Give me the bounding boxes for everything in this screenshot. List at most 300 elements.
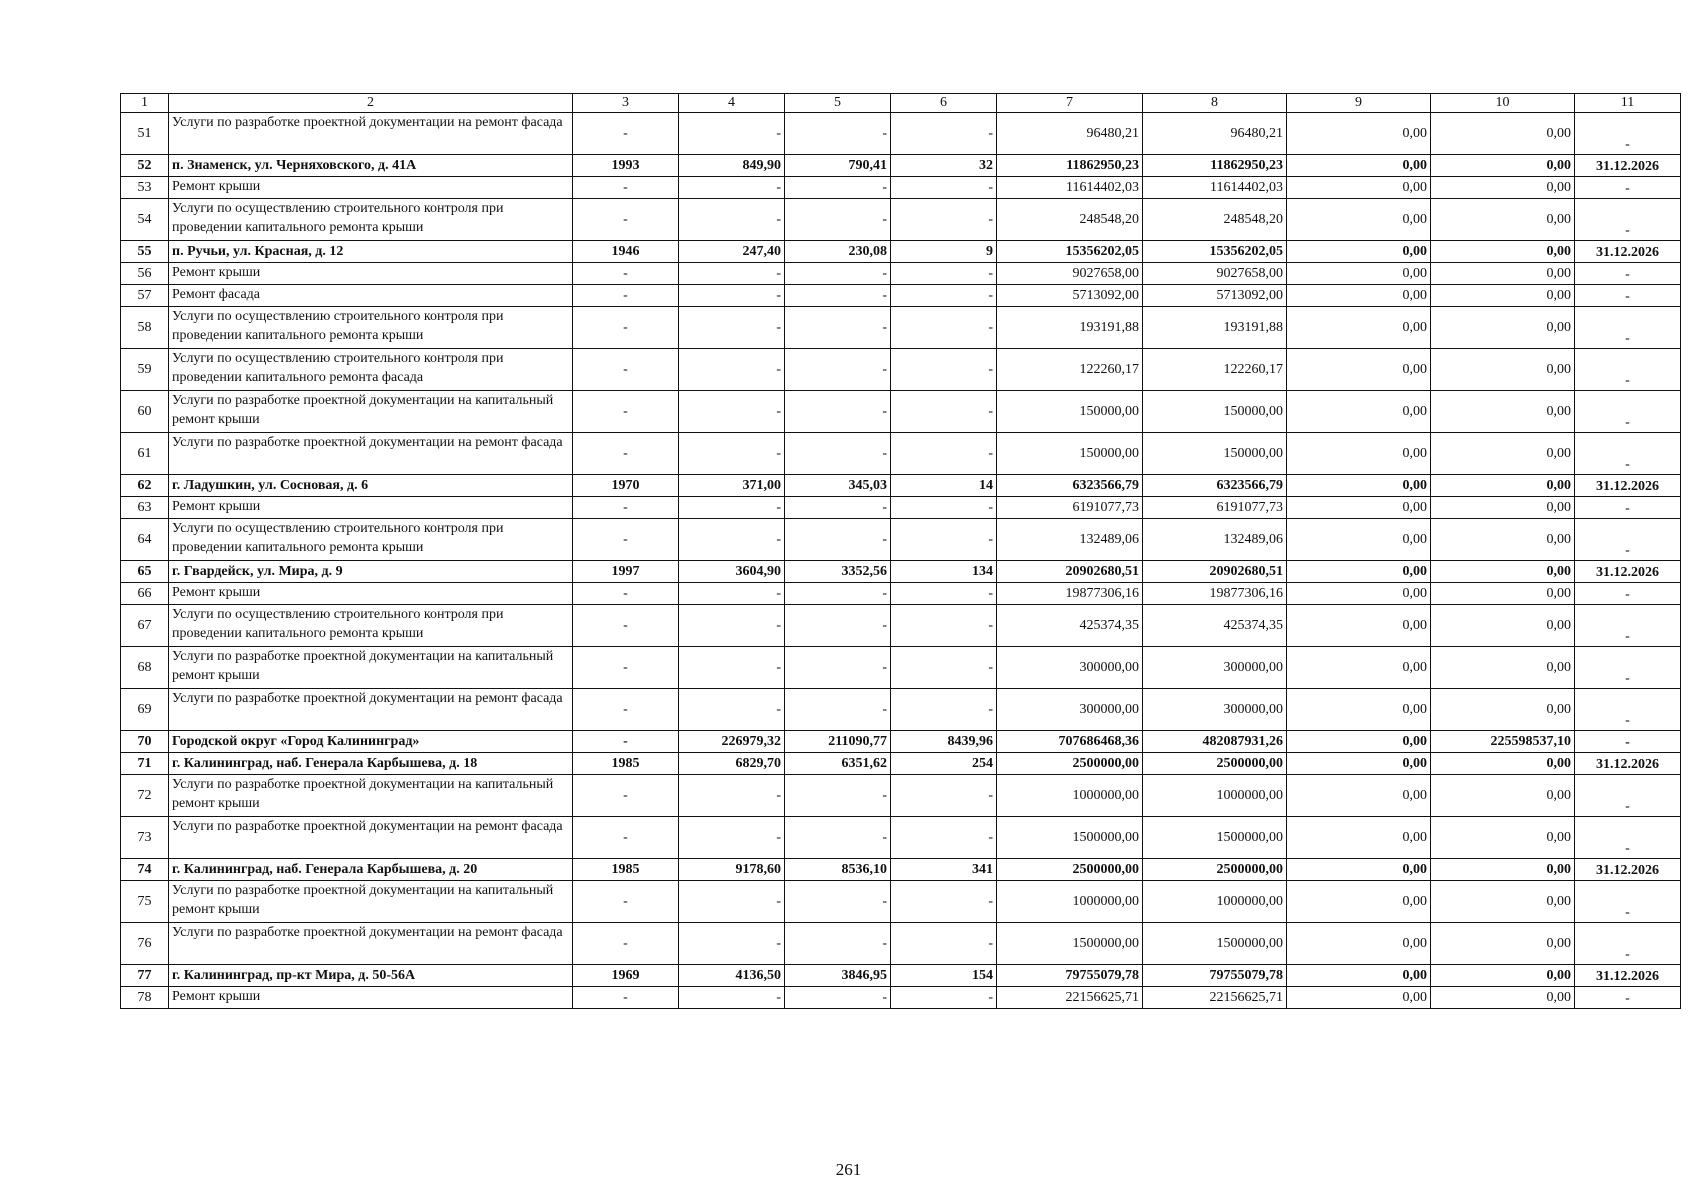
deadline-cell: -	[1575, 881, 1681, 923]
year-cell: -	[573, 689, 679, 731]
area-total-cell: -	[679, 817, 785, 859]
row-number: 72	[121, 775, 169, 817]
row-number: 53	[121, 177, 169, 199]
owner-cost-cell: 0,00	[1431, 263, 1575, 285]
row-number: 64	[121, 519, 169, 561]
fund-cost-cell: 96480,21	[1143, 113, 1287, 155]
deadline-cell: 31.12.2026	[1575, 753, 1681, 775]
total-cost-cell: 5713092,00	[997, 285, 1143, 307]
year-cell: -	[573, 199, 679, 241]
owner-cost-cell: 0,00	[1431, 497, 1575, 519]
area-living-cell: -	[785, 177, 891, 199]
year-cell: -	[573, 285, 679, 307]
area-total-cell: -	[679, 349, 785, 391]
residents-cell: -	[891, 775, 997, 817]
fund-cost-cell: 482087931,26	[1143, 731, 1287, 753]
residents-cell: -	[891, 349, 997, 391]
owner-cost-cell: 0,00	[1431, 689, 1575, 731]
total-cost-cell: 707686468,36	[997, 731, 1143, 753]
table-row	[121, 433, 1681, 475]
table-row	[121, 307, 1681, 349]
area-total-cell: -	[679, 583, 785, 605]
row-name: Услуги по осуществлению строительного контроля при проведении капитального ремонта фасада	[169, 349, 573, 391]
fund-cost-cell: 193191,88	[1143, 307, 1287, 349]
area-total-cell: -	[679, 497, 785, 519]
area-total-cell: 3604,90	[679, 561, 785, 583]
row-number: 65	[121, 561, 169, 583]
year-cell: 1970	[573, 475, 679, 497]
total-cost-cell: 20902680,51	[997, 561, 1143, 583]
total-cost-cell: 150000,00	[997, 433, 1143, 475]
year-cell: -	[573, 923, 679, 965]
fund-cost-cell: 1000000,00	[1143, 881, 1287, 923]
table-row	[121, 199, 1681, 241]
total-cost-cell: 22156625,71	[997, 987, 1143, 1009]
budget-cost-cell: 0,00	[1287, 349, 1431, 391]
deadline-cell: -	[1575, 689, 1681, 731]
table-row	[121, 113, 1681, 155]
area-total-cell: -	[679, 647, 785, 689]
fund-cost-cell: 150000,00	[1143, 433, 1287, 475]
fund-cost-cell: 150000,00	[1143, 391, 1287, 433]
table-row	[121, 753, 1681, 775]
residents-cell: -	[891, 881, 997, 923]
year-cell: -	[573, 583, 679, 605]
area-living-cell: 230,08	[785, 241, 891, 263]
table-row	[121, 155, 1681, 177]
row-number: 60	[121, 391, 169, 433]
row-name: Услуги по осуществлению строительного контроля при проведении капитального ремонта крыши	[169, 519, 573, 561]
budget-cost-cell: 0,00	[1287, 647, 1431, 689]
total-cost-cell: 2500000,00	[997, 753, 1143, 775]
owner-cost-cell: 0,00	[1431, 923, 1575, 965]
table-row	[121, 497, 1681, 519]
area-total-cell: -	[679, 987, 785, 1009]
total-cost-cell: 15356202,05	[997, 241, 1143, 263]
table-row	[121, 177, 1681, 199]
area-living-cell: 790,41	[785, 155, 891, 177]
owner-cost-cell: 0,00	[1431, 583, 1575, 605]
total-cost-cell: 300000,00	[997, 647, 1143, 689]
area-total-cell: -	[679, 263, 785, 285]
area-total-cell: -	[679, 177, 785, 199]
column-header-8: 8	[1143, 94, 1287, 113]
residents-cell: -	[891, 923, 997, 965]
area-total-cell: -	[679, 307, 785, 349]
residents-cell: 254	[891, 753, 997, 775]
year-cell: -	[573, 775, 679, 817]
year-cell: -	[573, 113, 679, 155]
row-number: 73	[121, 817, 169, 859]
row-number: 52	[121, 155, 169, 177]
deadline-cell: -	[1575, 519, 1681, 561]
row-name: Ремонт крыши	[169, 177, 573, 199]
row-name: Услуги по разработке проектной документации на ремонт фасада	[169, 689, 573, 731]
column-header-2: 2	[169, 94, 573, 113]
owner-cost-cell: 0,00	[1431, 647, 1575, 689]
fund-cost-cell: 1000000,00	[1143, 775, 1287, 817]
column-header-7: 7	[997, 94, 1143, 113]
fund-cost-cell: 79755079,78	[1143, 965, 1287, 987]
owner-cost-cell: 0,00	[1431, 285, 1575, 307]
row-number: 70	[121, 731, 169, 753]
row-number: 58	[121, 307, 169, 349]
table-row	[121, 285, 1681, 307]
table-body	[121, 113, 1681, 1009]
year-cell: -	[573, 987, 679, 1009]
table-row	[121, 349, 1681, 391]
total-cost-cell: 9027658,00	[997, 263, 1143, 285]
residents-cell: -	[891, 987, 997, 1009]
total-cost-cell: 193191,88	[997, 307, 1143, 349]
area-total-cell: -	[679, 923, 785, 965]
fund-cost-cell: 248548,20	[1143, 199, 1287, 241]
row-name: г. Калининград, пр-кт Мира, д. 50-56А	[169, 965, 573, 987]
area-living-cell: -	[785, 285, 891, 307]
row-name: Услуги по осуществлению строительного контроля при проведении капитального ремонта крыши	[169, 605, 573, 647]
budget-cost-cell: 0,00	[1287, 583, 1431, 605]
table-row	[121, 923, 1681, 965]
row-name: Ремонт крыши	[169, 583, 573, 605]
residents-cell: -	[891, 285, 997, 307]
fund-cost-cell: 2500000,00	[1143, 859, 1287, 881]
row-number: 67	[121, 605, 169, 647]
row-number: 62	[121, 475, 169, 497]
year-cell: -	[573, 731, 679, 753]
table-row	[121, 561, 1681, 583]
area-total-cell: -	[679, 391, 785, 433]
column-header-5: 5	[785, 94, 891, 113]
fund-cost-cell: 2500000,00	[1143, 753, 1287, 775]
column-header-9: 9	[1287, 94, 1431, 113]
year-cell: 1946	[573, 241, 679, 263]
residents-cell: -	[891, 817, 997, 859]
table-row	[121, 987, 1681, 1009]
area-living-cell: -	[785, 349, 891, 391]
total-cost-cell: 79755079,78	[997, 965, 1143, 987]
residents-cell: -	[891, 605, 997, 647]
area-living-cell: -	[785, 433, 891, 475]
area-total-cell: 371,00	[679, 475, 785, 497]
deadline-cell: -	[1575, 497, 1681, 519]
owner-cost-cell: 0,00	[1431, 307, 1575, 349]
area-total-cell: -	[679, 605, 785, 647]
row-name: г. Калининград, наб. Генерала Карбышева, д. 18	[169, 753, 573, 775]
total-cost-cell: 300000,00	[997, 689, 1143, 731]
total-cost-cell: 2500000,00	[997, 859, 1143, 881]
budget-cost-cell: 0,00	[1287, 775, 1431, 817]
owner-cost-cell: 0,00	[1431, 605, 1575, 647]
residents-cell: -	[891, 497, 997, 519]
row-name: Услуги по разработке проектной документации на капитальный ремонт крыши	[169, 775, 573, 817]
budget-cost-cell: 0,00	[1287, 965, 1431, 987]
residents-cell: -	[891, 177, 997, 199]
deadline-cell: 31.12.2026	[1575, 155, 1681, 177]
area-total-cell: 226979,32	[679, 731, 785, 753]
budget-cost-cell: 0,00	[1287, 433, 1431, 475]
budget-cost-cell: 0,00	[1287, 199, 1431, 241]
budget-cost-cell: 0,00	[1287, 155, 1431, 177]
table-row	[121, 881, 1681, 923]
column-header-11: 11	[1575, 94, 1681, 113]
deadline-cell: -	[1575, 349, 1681, 391]
table-row	[121, 475, 1681, 497]
year-cell: -	[573, 881, 679, 923]
fund-cost-cell: 6323566,79	[1143, 475, 1287, 497]
total-cost-cell: 425374,35	[997, 605, 1143, 647]
owner-cost-cell: 0,00	[1431, 433, 1575, 475]
owner-cost-cell: 225598537,10	[1431, 731, 1575, 753]
budget-cost-cell: 0,00	[1287, 859, 1431, 881]
owner-cost-cell: 0,00	[1431, 155, 1575, 177]
residents-cell: -	[891, 307, 997, 349]
residents-cell: -	[891, 199, 997, 241]
area-total-cell: -	[679, 199, 785, 241]
row-number: 55	[121, 241, 169, 263]
fund-cost-cell: 20902680,51	[1143, 561, 1287, 583]
row-name: п. Знаменск, ул. Черняховского, д. 41А	[169, 155, 573, 177]
area-total-cell: -	[679, 433, 785, 475]
fund-cost-cell: 15356202,05	[1143, 241, 1287, 263]
deadline-cell: -	[1575, 731, 1681, 753]
row-name: Услуги по разработке проектной документации на ремонт фасада	[169, 817, 573, 859]
total-cost-cell: 6191077,73	[997, 497, 1143, 519]
deadline-cell: -	[1575, 987, 1681, 1009]
fund-cost-cell: 1500000,00	[1143, 923, 1287, 965]
year-cell: -	[573, 391, 679, 433]
residents-cell: -	[891, 583, 997, 605]
deadline-cell: -	[1575, 177, 1681, 199]
total-cost-cell: 6323566,79	[997, 475, 1143, 497]
row-number: 56	[121, 263, 169, 285]
table-row	[121, 263, 1681, 285]
owner-cost-cell: 0,00	[1431, 859, 1575, 881]
total-cost-cell: 122260,17	[997, 349, 1143, 391]
deadline-cell: -	[1575, 647, 1681, 689]
residents-cell: 14	[891, 475, 997, 497]
budget-cost-cell: 0,00	[1287, 987, 1431, 1009]
table-row	[121, 689, 1681, 731]
deadline-cell: -	[1575, 263, 1681, 285]
table-row	[121, 817, 1681, 859]
residents-cell: -	[891, 113, 997, 155]
owner-cost-cell: 0,00	[1431, 113, 1575, 155]
area-living-cell: -	[785, 775, 891, 817]
year-cell: 1985	[573, 859, 679, 881]
page-number: 261	[835, 1160, 862, 1179]
row-number: 69	[121, 689, 169, 731]
total-cost-cell: 1500000,00	[997, 923, 1143, 965]
row-number: 66	[121, 583, 169, 605]
row-name: г. Калининград, наб. Генерала Карбышева, д. 20	[169, 859, 573, 881]
row-number: 68	[121, 647, 169, 689]
area-living-cell: 3846,95	[785, 965, 891, 987]
owner-cost-cell: 0,00	[1431, 881, 1575, 923]
total-cost-cell: 248548,20	[997, 199, 1143, 241]
area-living-cell: -	[785, 689, 891, 731]
total-cost-cell: 1000000,00	[997, 775, 1143, 817]
area-living-cell: -	[785, 647, 891, 689]
area-total-cell: -	[679, 285, 785, 307]
table-row	[121, 519, 1681, 561]
budget-cost-cell: 0,00	[1287, 605, 1431, 647]
fund-cost-cell: 132489,06	[1143, 519, 1287, 561]
area-living-cell: -	[785, 497, 891, 519]
budget-cost-cell: 0,00	[1287, 817, 1431, 859]
residents-cell: -	[891, 647, 997, 689]
table-row	[121, 605, 1681, 647]
area-total-cell: -	[679, 519, 785, 561]
area-living-cell: -	[785, 113, 891, 155]
row-name: г. Гвардейск, ул. Мира, д. 9	[169, 561, 573, 583]
area-living-cell: 211090,77	[785, 731, 891, 753]
area-total-cell: -	[679, 881, 785, 923]
owner-cost-cell: 0,00	[1431, 349, 1575, 391]
row-number: 78	[121, 987, 169, 1009]
area-living-cell: -	[785, 881, 891, 923]
row-name: Услуги по разработке проектной документации на ремонт фасада	[169, 433, 573, 475]
fund-cost-cell: 300000,00	[1143, 689, 1287, 731]
area-total-cell: 9178,60	[679, 859, 785, 881]
deadline-cell: -	[1575, 775, 1681, 817]
budget-cost-cell: 0,00	[1287, 177, 1431, 199]
total-cost-cell: 96480,21	[997, 113, 1143, 155]
year-cell: 1969	[573, 965, 679, 987]
residents-cell: -	[891, 519, 997, 561]
budget-cost-cell: 0,00	[1287, 497, 1431, 519]
row-name: Городской округ «Город Калининград»	[169, 731, 573, 753]
row-number: 57	[121, 285, 169, 307]
residents-cell: -	[891, 689, 997, 731]
deadline-cell: -	[1575, 113, 1681, 155]
row-number: 61	[121, 433, 169, 475]
row-name: Ремонт фасада	[169, 285, 573, 307]
fund-cost-cell: 19877306,16	[1143, 583, 1287, 605]
owner-cost-cell: 0,00	[1431, 475, 1575, 497]
deadline-cell: -	[1575, 605, 1681, 647]
row-number: 71	[121, 753, 169, 775]
row-name: Ремонт крыши	[169, 987, 573, 1009]
owner-cost-cell: 0,00	[1431, 199, 1575, 241]
deadline-cell: -	[1575, 923, 1681, 965]
fund-cost-cell: 6191077,73	[1143, 497, 1287, 519]
table-row	[121, 241, 1681, 263]
owner-cost-cell: 0,00	[1431, 775, 1575, 817]
area-living-cell: 8536,10	[785, 859, 891, 881]
total-cost-cell: 150000,00	[997, 391, 1143, 433]
year-cell: 1993	[573, 155, 679, 177]
table-row	[121, 391, 1681, 433]
area-living-cell: -	[785, 817, 891, 859]
deadline-cell: 31.12.2026	[1575, 859, 1681, 881]
residents-cell: 154	[891, 965, 997, 987]
deadline-cell: 31.12.2026	[1575, 475, 1681, 497]
budget-cost-cell: 0,00	[1287, 307, 1431, 349]
column-header-3: 3	[573, 94, 679, 113]
owner-cost-cell: 0,00	[1431, 987, 1575, 1009]
table-row	[121, 583, 1681, 605]
year-cell: -	[573, 307, 679, 349]
row-number: 76	[121, 923, 169, 965]
budget-cost-cell: 0,00	[1287, 923, 1431, 965]
deadline-cell: -	[1575, 817, 1681, 859]
deadline-cell: -	[1575, 433, 1681, 475]
row-name: г. Ладушкин, ул. Сосновая, д. 6	[169, 475, 573, 497]
budget-cost-cell: 0,00	[1287, 561, 1431, 583]
row-name: Услуги по осуществлению строительного контроля при проведении капитального ремонта крыши	[169, 307, 573, 349]
budget-cost-cell: 0,00	[1287, 519, 1431, 561]
budget-cost-cell: 0,00	[1287, 731, 1431, 753]
column-header-1: 1	[121, 94, 169, 113]
table-row	[121, 859, 1681, 881]
data-table	[120, 93, 1681, 1009]
column-header-4: 4	[679, 94, 785, 113]
fund-cost-cell: 300000,00	[1143, 647, 1287, 689]
budget-cost-cell: 0,00	[1287, 263, 1431, 285]
budget-cost-cell: 0,00	[1287, 391, 1431, 433]
year-cell: -	[573, 263, 679, 285]
row-name: п. Ручьи, ул. Красная, д. 12	[169, 241, 573, 263]
header-row	[121, 94, 1681, 113]
total-cost-cell: 132489,06	[997, 519, 1143, 561]
residents-cell: 32	[891, 155, 997, 177]
row-number: 51	[121, 113, 169, 155]
row-number: 74	[121, 859, 169, 881]
row-number: 75	[121, 881, 169, 923]
area-living-cell: -	[785, 263, 891, 285]
row-name: Ремонт крыши	[169, 263, 573, 285]
area-total-cell: 247,40	[679, 241, 785, 263]
row-number: 77	[121, 965, 169, 987]
row-name: Услуги по разработке проектной документации на капитальный ремонт крыши	[169, 881, 573, 923]
fund-cost-cell: 11614402,03	[1143, 177, 1287, 199]
deadline-cell: 31.12.2026	[1575, 241, 1681, 263]
row-number: 59	[121, 349, 169, 391]
area-living-cell: -	[785, 605, 891, 647]
total-cost-cell: 1500000,00	[997, 817, 1143, 859]
area-total-cell: 6829,70	[679, 753, 785, 775]
year-cell: -	[573, 647, 679, 689]
area-living-cell: 6351,62	[785, 753, 891, 775]
owner-cost-cell: 0,00	[1431, 519, 1575, 561]
deadline-cell: -	[1575, 391, 1681, 433]
year-cell: -	[573, 497, 679, 519]
budget-cost-cell: 0,00	[1287, 113, 1431, 155]
owner-cost-cell: 0,00	[1431, 965, 1575, 987]
residents-cell: 134	[891, 561, 997, 583]
residents-cell: 341	[891, 859, 997, 881]
table-row	[121, 775, 1681, 817]
row-name: Услуги по разработке проектной документации на ремонт фасада	[169, 923, 573, 965]
row-name: Ремонт крыши	[169, 497, 573, 519]
area-living-cell: -	[785, 583, 891, 605]
total-cost-cell: 19877306,16	[997, 583, 1143, 605]
budget-cost-cell: 0,00	[1287, 753, 1431, 775]
year-cell: -	[573, 817, 679, 859]
total-cost-cell: 1000000,00	[997, 881, 1143, 923]
year-cell: -	[573, 605, 679, 647]
fund-cost-cell: 425374,35	[1143, 605, 1287, 647]
owner-cost-cell: 0,00	[1431, 177, 1575, 199]
area-living-cell: -	[785, 987, 891, 1009]
area-living-cell: -	[785, 199, 891, 241]
area-total-cell: -	[679, 113, 785, 155]
fund-cost-cell: 22156625,71	[1143, 987, 1287, 1009]
area-total-cell: 4136,50	[679, 965, 785, 987]
owner-cost-cell: 0,00	[1431, 391, 1575, 433]
budget-cost-cell: 0,00	[1287, 241, 1431, 263]
year-cell: -	[573, 349, 679, 391]
